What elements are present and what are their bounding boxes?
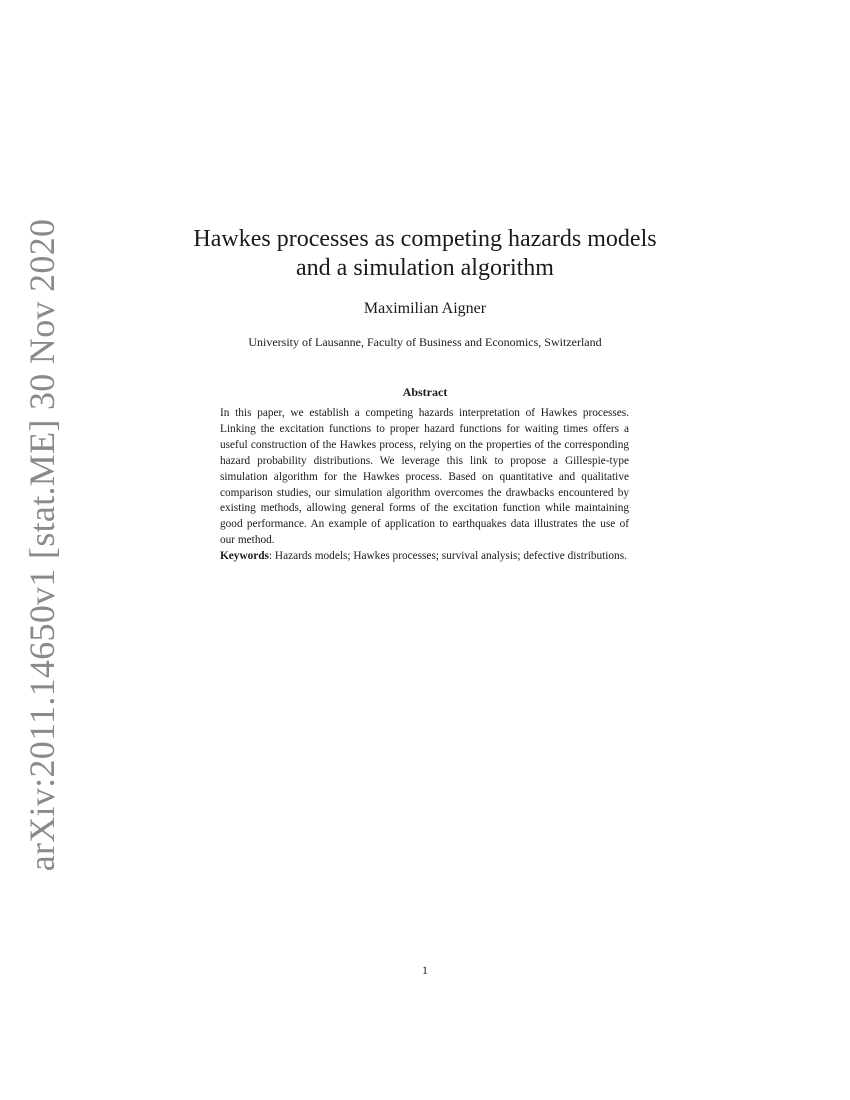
title-line-1: Hawkes processes as competing hazards models	[193, 226, 657, 252]
author-name: Maximilian Aigner	[363, 300, 487, 317]
author-affiliation: University of Lausanne, Faculty of Business and Economics, Switzerland	[248, 335, 602, 349]
page-number: 1	[422, 963, 428, 977]
keywords	[220, 549, 629, 565]
title-line-2: and a simulation algorithm	[296, 255, 554, 281]
abstract-heading: Abstract	[402, 385, 448, 399]
keywords-label: Keywords	[220, 550, 269, 563]
abstract-section	[220, 406, 629, 565]
paper-title	[0, 225, 850, 283]
arxiv-identifier-stamp: arXiv:2011.14650v1 [stat.ME] 30 Nov 2020	[22, 218, 62, 872]
abstract-text: In this paper, we establish a competing hazards interpretation of Hawkes processes. Linking the excitation functions to proper hazard functions for waiting times offers a useful construction of the Hawkes process, relying on the properties of the corresponding hazard probability distributions. We leverage this link to propose a Gillespie-type simulation algorithm for the Hawkes process. Based on quantitative and qualitative comparison studies, our simulation algorithm overcomes the drawbacks encountered by existing methods, allowing general forms of the excitation function while maintaining good performance. An example of application to earthquakes data illustrates the use of our method.	[220, 407, 629, 547]
keywords-text: : Hazards models; Hawkes processes; survival analysis; defective distributions.	[268, 550, 627, 563]
